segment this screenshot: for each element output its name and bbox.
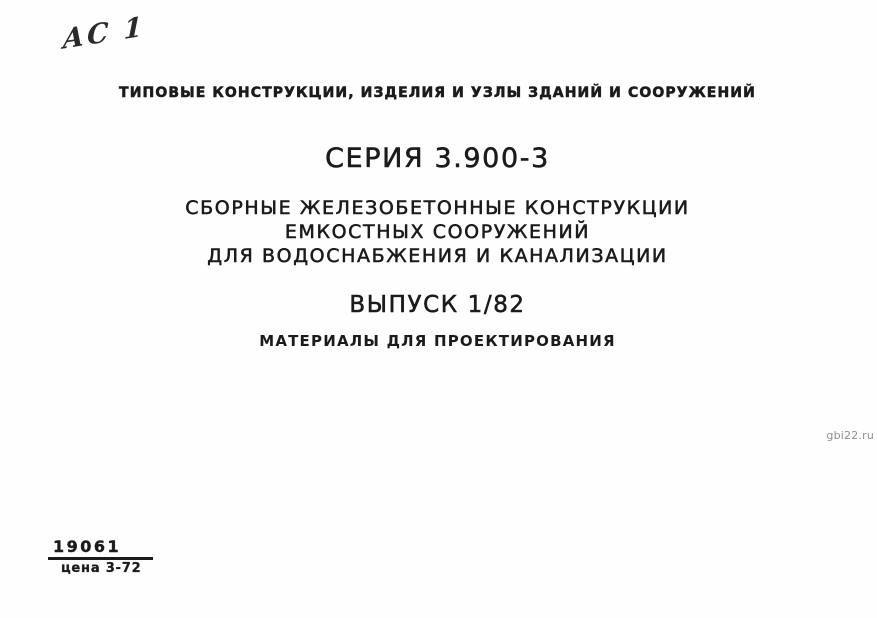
- handwritten-archive-mark: АС 1: [62, 11, 146, 56]
- footer-stamp-block: [48, 537, 168, 576]
- document-purpose-subtitle: МАТЕРИАЛЫ ДЛЯ ПРОЕКТИРОВАНИЯ: [259, 332, 616, 350]
- main-title-line-1: СБОРНЫЕ ЖЕЛЕЗОБЕТОННЫЕ КОНСТРУКЦИИ: [185, 197, 690, 219]
- price-stamp: цена 3-72: [61, 561, 142, 576]
- main-title-line-2: ЕМКОСТНЫХ СООРУЖЕНИЙ: [284, 221, 591, 243]
- series-title: СЕРИЯ 3.900-3: [325, 143, 550, 174]
- issue-number-line: ВЫПУСК 1/82: [349, 292, 526, 318]
- main-title-line-3: ДЛЯ ВОДОСНАБЖЕНИЯ И КАНАЛИЗАЦИИ: [207, 245, 668, 267]
- document-category-line: ТИПОВЫЕ КОНСТРУКЦИИ, ИЗДЕЛИЯ И УЗЛЫ ЗДАНИЙ И СООРУЖЕНИЙ: [119, 85, 756, 101]
- footer-rule-line: [48, 557, 153, 560]
- site-watermark: gbi22.ru: [826, 429, 874, 442]
- catalog-number: 19061: [53, 537, 122, 556]
